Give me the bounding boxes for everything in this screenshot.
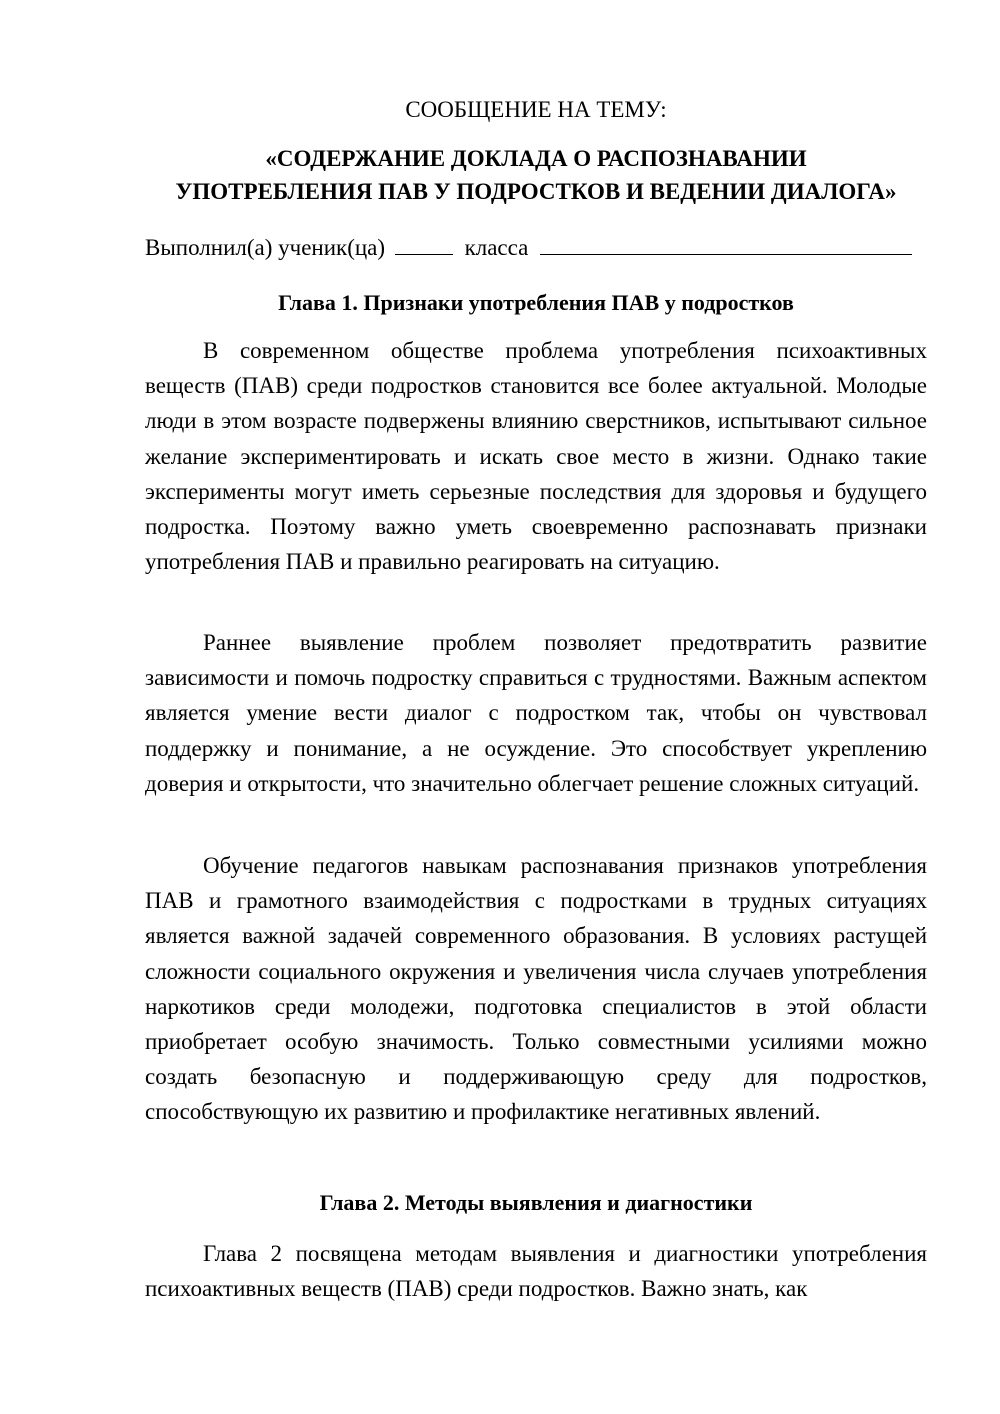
chapter-1-paragraph-2: Раннее выявление проблем позволяет предотвратить развитие зависимости и помочь подростку справиться с трудностями. Важным аспектом является умение вести диалог с подростком так, чтобы он чувствовал поддержку и понимание, а не осуждение. Это способствует укреплению доверия и открытости, что значительно облегчает решение сложных ситуаций. [145, 630, 927, 796]
chapter-1-paragraph-3: Обучение педагогов навыкам распознавания признаков употребления ПАВ и грамотного взаимодействия с подростками в трудных ситуациях является важной задачей современного образования. В условиях растущей сложности социального окружения и увеличения числа случаев употребления наркотиков среди молодежи, подготовка специалистов в этой области приобретает особую значимость. Только совместными усилиями можно создать безопасную и поддерживающую среду для подростков, способствующую их развитию и профилактике негативных явлений. [145, 853, 927, 1125]
chapter-1-heading: Глава 1. Признаки употребления ПАВ у подростков [278, 290, 794, 315]
class-blank-field [395, 232, 453, 255]
subject-heading: СООБЩЕНИЕ НА ТЕМУ: [405, 97, 667, 122]
document-title [145, 142, 927, 208]
author-prefix: Выполнил(а) ученик(ца) [145, 235, 386, 260]
chapter-1-paragraph-1: В современном обществе проблема употребления психоактивных веществ (ПАВ) среди подростков становится все более актуальной. Молодые люди в этом возрасте подвержены влиянию сверстников, испытывают сильное желание экспериментировать и искать свое место в жизни. Однако такие эксперименты могут иметь серьезные последствия для здоровья и будущего подростка. Поэтому важно уметь своевременно распознавать признаки употребления ПАВ и правильно реагировать на ситуацию. [145, 338, 927, 575]
document-title-line-1: «СОДЕРЖАНИЕ ДОКЛАДА О РАСПОЗНАВАНИИ [265, 146, 807, 171]
chapter-2-heading: Глава 2. Методы выявления и диагностики [319, 1190, 753, 1215]
chapter-2-paragraph-1: Глава 2 посвящена методам выявления и диагностики употребления психоактивных веществ (ПАВ) среди подростков. Важно знать, как [145, 1241, 927, 1302]
document-title-line-2: УПОТРЕБЛЕНИЯ ПАВ У ПОДРОСТКОВ И ВЕДЕНИИ ДИАЛОГА» [175, 179, 897, 204]
class-label: класса [464, 235, 529, 260]
author-line [145, 232, 927, 263]
name-blank-field [540, 232, 912, 255]
